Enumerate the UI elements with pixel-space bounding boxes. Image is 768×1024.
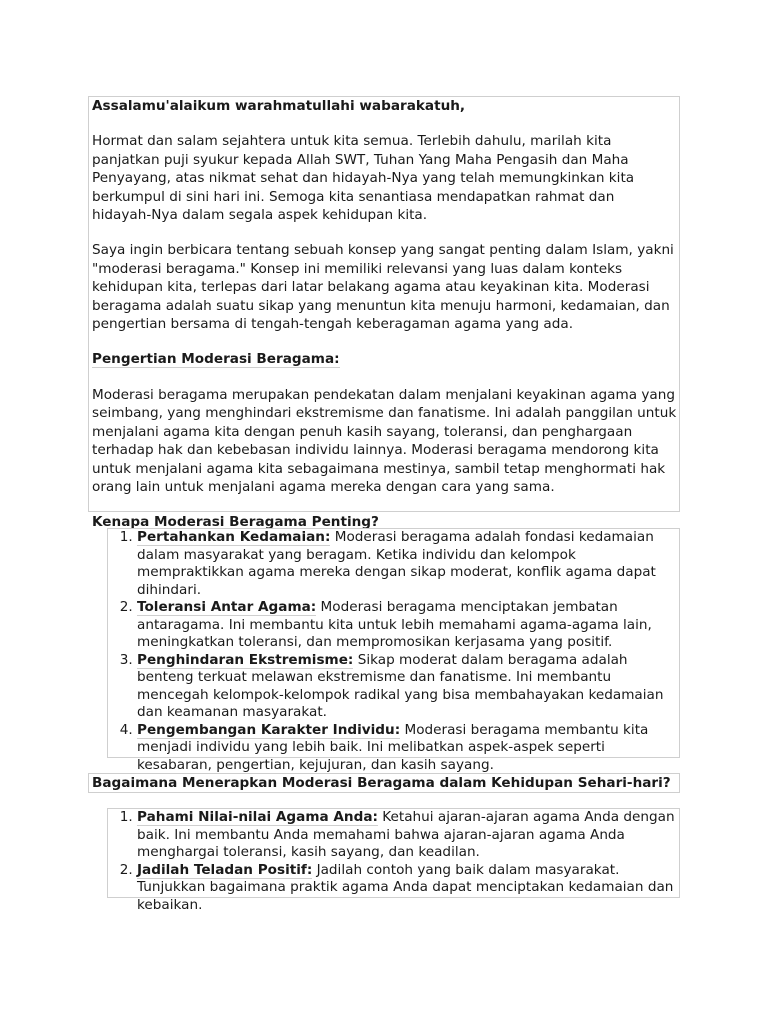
- intro-section: [88, 96, 680, 531]
- paragraph-concept: Saya ingin berbicara tentang sebuah konsep yang sangat penting dalam Islam, yakni "moderasi beragama." Konsep ini memiliki relevansi yang luas dalam konteks kehidupan kita, terlepas dari latar belakang agama atau keyakinan kita. Moderasi beragama adalah suatu sikap yang menuntun kita menuju harmoni, kedamaian, dan pengertian bersama di tengah-tengah keberagaman agama yang ada.: [92, 242, 674, 333]
- paragraph-definition: Moderasi beragama merupakan pendekatan dalam menjalani keyakinan agama yang seimbang, yang menghindari ekstremisme dan fanatisme. Ini adalah panggilan untuk menjalani agama kita dengan penuh kasih sayang, toleransi, dan penghargaan terhadap hak dan kebebasan individu lainnya. Moderasi beragama mendorong kita untuk menjalani agama kita sebagaimana mestinya, sambil tetap menghormati hak orang lain untuk menjalani agama mereka dengan cara yang sama.: [92, 386, 677, 495]
- heading-importance: Kenapa Moderasi Beragama Penting?: [92, 514, 379, 531]
- greeting: Assalamu'alaikum warahmatullahi wabarakatuh,: [92, 98, 466, 114]
- list-item: 2. Toleransi Antar Agama: Moderasi beragama menciptakan jembatan antaragama. Ini membantu kita untuk lebih memahami agama-agama lain, meningkatkan toleransi, dan mempromosikan kerjasama yang positif.: [137, 599, 679, 652]
- heading-definition: Pengertian Moderasi Beragama:: [92, 351, 340, 368]
- list-item: 1. Pahami Nilai-nilai Agama Anda: Ketahui ajaran-ajaran agama Anda dengan baik. Ini membantu Anda memahami bahwa ajaran-ajaran agama Anda menghargai toleransi, kasih sayang, dan keadilan.: [137, 809, 679, 862]
- paragraph-opening: Hormat dan salam sejahtera untuk kita semua. Terlebih dahulu, marilah kita panjatkan puji syukur kepada Allah SWT, Tuhan Yang Maha Pengasih dan Maha Penyayang, atas nikmat sehat dan hidayah-Nya yang telah memungkinkan kita berkumpul di sini hari ini. Semoga kita senantiasa mendapatkan rahmat dan hidayah-Nya dalam segala aspek kehidupan kita.: [92, 133, 635, 224]
- list-item: 3. Penghindaran Ekstremisme: Sikap moderat dalam beragama adalah benteng terkuat melawan ekstremisme dan fanatisme. Ini membantu mencegah kelompok-kelompok radikal yang bisa membahayakan kedamaian dan keamanan masyarakat.: [137, 652, 679, 722]
- heading-application-box: [88, 773, 680, 793]
- list-item: 1. Pertahankan Kedamaian: Moderasi beragama adalah fondasi kedamaian dalam masyarakat yang beragam. Ketika individu dan kelompok mempraktikkan agama mereka dengan sikap moderat, konflik agama dapat dihindari.: [137, 529, 679, 599]
- application-list: [107, 808, 680, 913]
- heading-application: Bagaimana Menerapkan Moderasi Beragama dalam Kehidupan Sehari-hari?: [92, 775, 671, 791]
- list-item: 2. Jadilah Teladan Positif: Jadilah contoh yang baik dalam masyarakat. Tunjukkan bagaimana praktik agama Anda dapat menciptakan kedamaian dan kebaikan.: [137, 862, 679, 915]
- list-item: 4. Pengembangan Karakter Individu: Moderasi beragama membantu kita menjadi individu yang lebih baik. Ini melibatkan aspek-aspek seperti kesabaran, pengertian, kejujuran, dan kasih sayang.: [137, 722, 679, 775]
- importance-list: [107, 528, 680, 773]
